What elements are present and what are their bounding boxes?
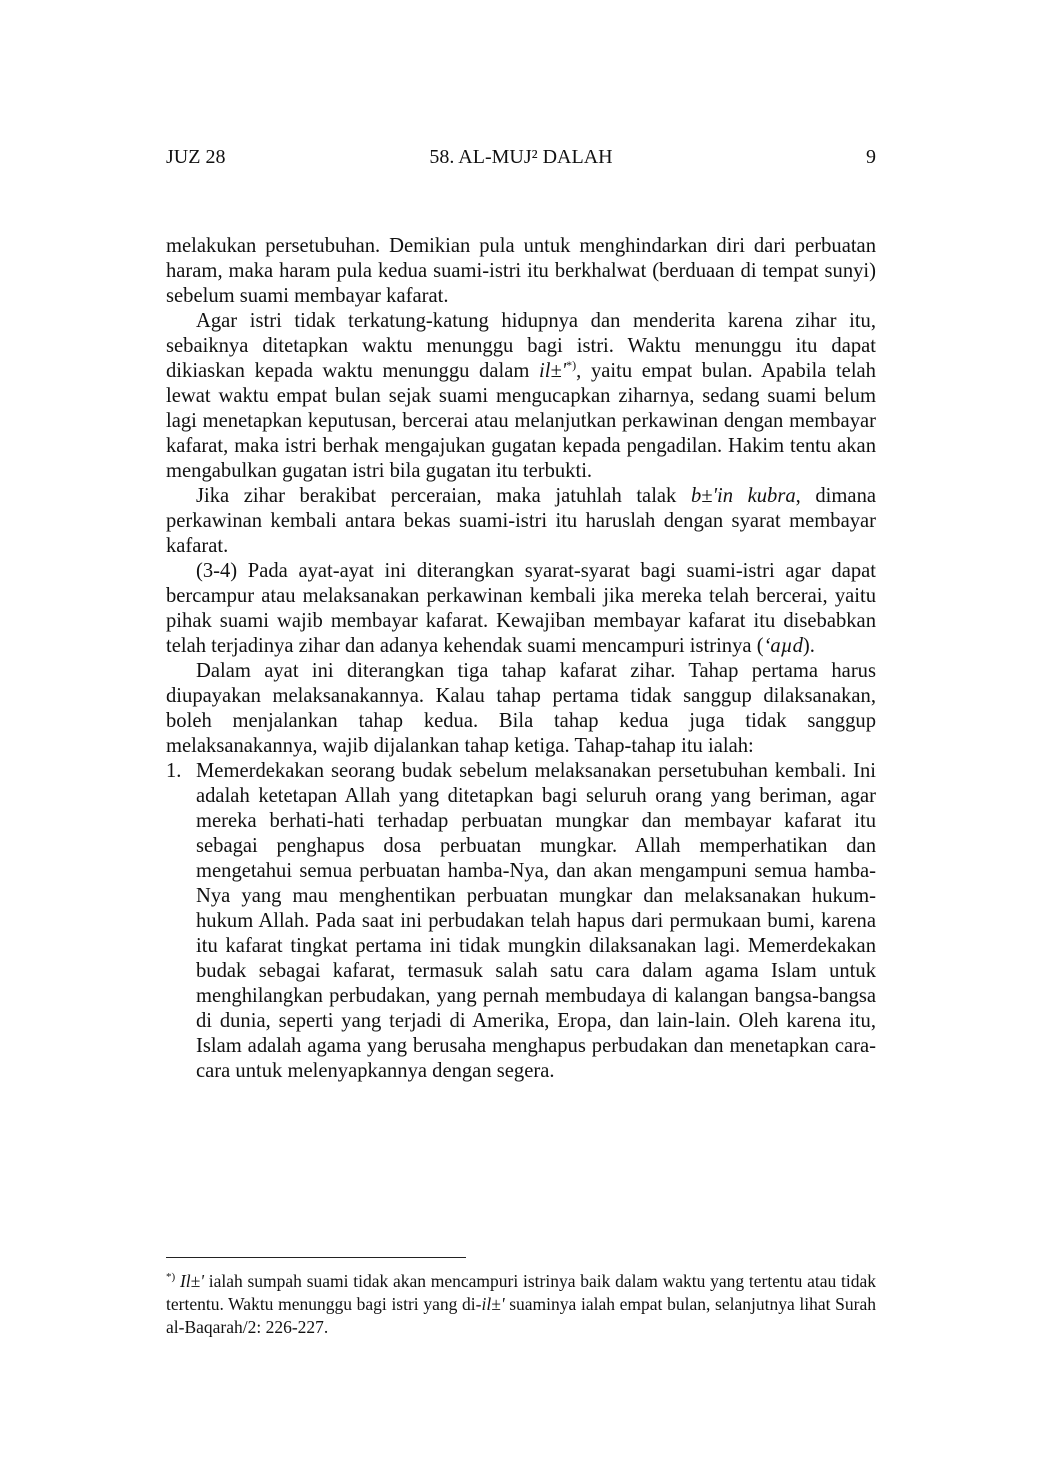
- paragraph-5: Dalam ayat ini diterangkan tiga tahap kafarat zihar. Tahap pertama harus diupayakan melaksanakannya. Kalau tahap pertama tidak sanggup dilaksanakan, boleh menjalankan tahap kedua. Bila tahap kedua juga tidak sanggup melaksanakannya, wajib dijalankan tahap ketiga. Tahap-tahap itu ialah:: [166, 660, 876, 757]
- footnote-divider: [166, 1257, 466, 1258]
- term-aud: ‘aµd: [763, 635, 803, 657]
- juz-label: JUZ 28: [166, 146, 226, 168]
- term-ila: il±': [539, 360, 567, 382]
- paragraph-2: Agar istri tidak terkatung-katung hidupnya dan menderita karena zihar itu, sebaiknya ditetapkan waktu menunggu bagi istri. Waktu menunggu itu dapat dikiaskan kepada waktu menunggu dalam il±'*), yaitu empat bulan. Apabila telah lewat waktu empat bulan sejak suami mengucapkan ziharnya, sedang suami belum lagi menetapkan keputusan, bercerai atau melanjutkan perkawinan dengan membayar kafarat, maka istri berhak mengajukan gugatan kepada pengadilan. Hakim tentu akan mengabulkan gugatan istri bila gugatan itu terbukti.: [166, 310, 876, 482]
- paragraph-3: Jika zihar berakibat perceraian, maka jatuhlah talak b±'in kubra, dimana perkawinan kembali antara bekas suami-istri itu haruslah dengan syarat membayar kafarat.: [166, 485, 877, 557]
- list-item: [166, 759, 876, 1084]
- list-number: 1.: [166, 760, 182, 782]
- running-header: [166, 146, 876, 174]
- footnote: *) Il±' ialah sumpah suami tidak akan mencampuri istrinya baik dalam waktu yang tertentu atau tidak tertentu. Waktu menunggu bagi istri yang di-il±' suaminya ialah empat bulan, selanjutnya lihat Surah al-Baqarah/2: 226-227.: [166, 1271, 877, 1337]
- footnote-term-2: il±': [481, 1294, 505, 1314]
- footnote-mark: *): [166, 1271, 176, 1283]
- list-item-text: Memerdekakan seorang budak sebelum melaksanakan persetubuhan kembali. Ini adalah ketetapan Allah yang ditetapkan bagi seluruh orang yang beriman, agar mereka berhati-hati terhadap perbuatan mungkar dan membayar kafarat itu sebagai penghapus dosa perbuatan mungkar. Allah memperhatikan dan mengetahui semua perbuatan hamba-Nya, dan akan mengampuni semua hamba-Nya yang mau menghentikan perbuatan mungkar dan melaksanakan hukum-hukum Allah. Pada saat ini perbudakan telah hapus dari permukaan bumi, karena itu kafarat tingkat pertama ini tidak mungkin dilaksanakan lagi. Memerdekakan budak sebagai kafarat, termasuk salah satu cara dalam agama Islam untuk menghilangkan perbudakan, yang pernah membudaya di kalangan bangsa-bangsa di dunia, seperti yang terjadi di Amerika, Eropa, dan lain-lain. Oleh karena itu, Islam adalah agama yang berusaha menghapus perbudakan dan menetapkan cara-cara untuk melenyapkannya dengan segera.: [196, 760, 876, 1082]
- paragraph-4: (3-4) Pada ayat-ayat ini diterangkan syarat-syarat bagi suami-istri agar dapat bercampur atau melaksanakan perkawinan kembali jika mereka telah bercerai, yaitu pihak suami wajib membayar kafarat. Kewajiban membayar kafarat itu disebabkan telah terjadinya zihar dan adanya kehendak suami mencampuri istrinya (‘aµd).: [166, 560, 876, 657]
- term-bain-kubra: b±'in kubra: [690, 485, 796, 507]
- page-number: 9: [866, 146, 876, 168]
- paragraph-1: melakukan persetubuhan. Demikian pula untuk menghindarkan diri dari perbuatan haram, maka haram pula kedua suami-istri itu berkhalwat (berduaan di tempat sunyi) sebelum suami membayar kafarat.: [166, 235, 876, 307]
- footnote-ref[interactable]: *): [566, 358, 577, 372]
- kafarat-stages-list: [166, 759, 876, 1084]
- footnote-term-1: Il±': [179, 1271, 204, 1291]
- main-text: [166, 234, 876, 1084]
- surah-title: 58. AL-MUJ² DALAH: [429, 146, 613, 168]
